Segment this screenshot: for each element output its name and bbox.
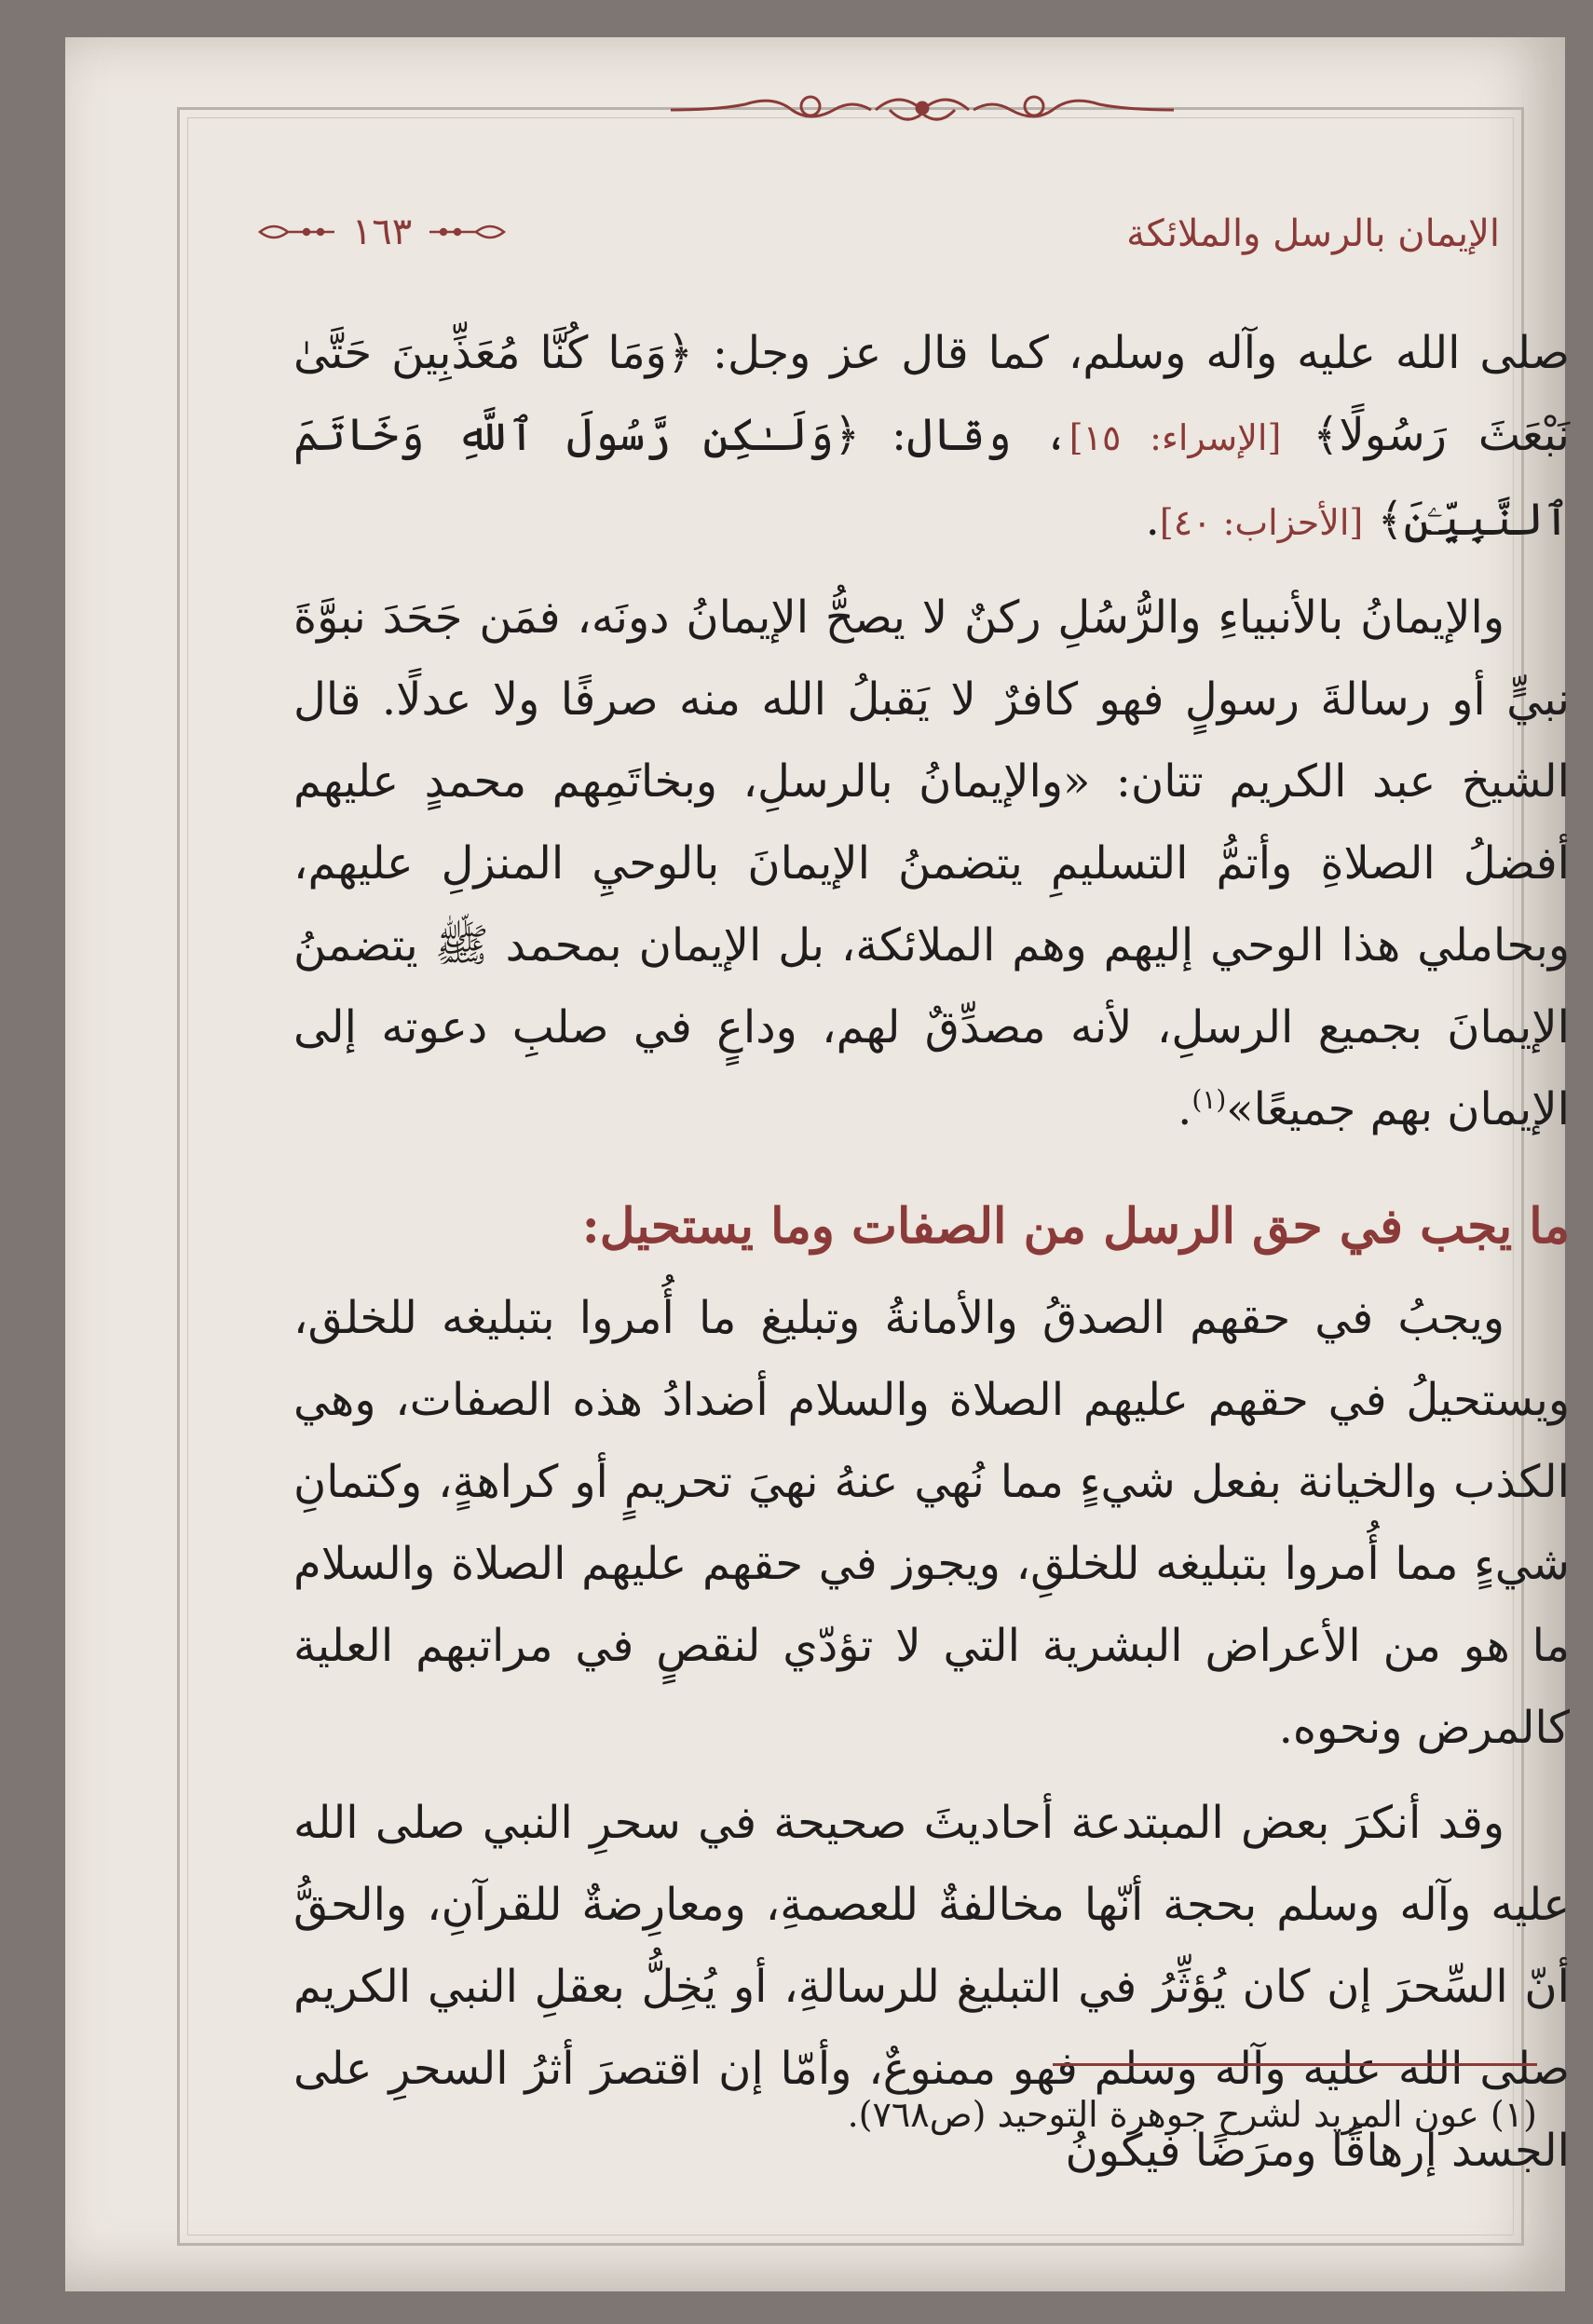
verse-reference: [الإسراء: ١٥] <box>1069 417 1282 458</box>
footnote-divider <box>1053 2063 1537 2066</box>
floral-ornament-icon <box>661 86 1183 134</box>
text-run: . <box>1178 1083 1192 1135</box>
flourish-left-icon <box>425 221 509 243</box>
paragraph: ويجبُ في حقهم الصدقُ والأمانةُ وتبليغ ما أُمروا بتبليغه للخلق، ويستحيلُ في حقهم عليهم الصلاة والسلام أضدادُ هذه الصفات، وهي الكذب والخيانة بفعل شيءٍ مما نُهي عنهُ نهيَ تحريمٍ أو كراهةٍ، وكتمانِ شيءٍ مما أُمروا بتبليغه للخلقِ، ويجوز في حقهم عليهم الصلاة والسلام ما هو من الأعراض البشرية التي لا تؤدّي لنقصٍ في مراتبهم العلية كالمرض ونحوه. <box>293 1292 1570 1754</box>
section-heading: ما يجب في حق الرسل من الصفات وما يستحيل: <box>581 1198 1570 1255</box>
quran-verse: ﴿وَمَا كُنَّا مُعَذِّبِينَ حَتَّىٰ نَبْعَثَ رَسُولًا﴾ <box>293 327 1571 461</box>
page-header <box>205 196 1500 270</box>
footnote-marker: (١) <box>1191 1084 1227 1115</box>
text-run: والإيمانُ بالأنبياءِ والرُّسُلِ ركنٌ لا يصحُّ الإيمانُ دونَه، فمَن جَحَدَ نبوَّةَ نبيٍّ أو رسالةَ رسولٍ فهو كافرٌ لا يَقبلُ الله منه صرفًا ولا عدلًا. قال الشيخ عبد الكريم تتان: «والإيمانُ بالرسلِ، وبخاتَمِهم محمدٍ عليهم أفضلُ الصلاةِ وأتمُّ التسليمِ يتضمنُ الإيمانَ بالوحيِ المنزلِ عليهم، وبحاملي هذا الوحي إليهم وهم الملائكة، بل الإيمان بمحمد ﷺ يتضمنُ الإيمانَ بجميع الرسلِ، لأنه مصدِّقٌ لهم، وداعٍ في صلبِ دعوته إلى الإيمان بهم جميعًا» <box>293 591 1570 1135</box>
text-run: . <box>1145 494 1160 546</box>
paragraph-continuation <box>293 312 1570 564</box>
verse-reference: [الأحزاب: ٤٠] <box>1159 502 1364 543</box>
text-run: صلى الله عليه وآله وسلم، كما قال عز وجل: <box>692 327 1570 379</box>
flourish-right-icon <box>255 221 339 243</box>
quran-verse: ﴿وَلَـٰكِن رَّسُولَ ٱللَّهِ وَخَاتَمَ ٱلنَّبِيِّـۧنَ﴾ <box>293 409 1570 546</box>
page-number-block <box>233 209 531 255</box>
book-page <box>65 37 1571 2291</box>
running-title: الإيمان بالرسل والملائكة <box>1126 212 1500 255</box>
paragraph <box>293 577 1570 1150</box>
main-text <box>293 312 1570 2192</box>
footnote: (١) عون المريد لشرح جوهرة التوحيد (ص٧٦٨). <box>847 2094 1537 2135</box>
page-number: ١٦٣ <box>351 211 413 253</box>
paragraph: وقد أنكرَ بعض المبتدعة أحاديثَ صحيحة في سحرِ النبي صلى الله عليه وآله وسلم بحجة أنّها مخالفةٌ للعصمةِ، ومعارِضةٌ للقرآنِ، والحقُّ أنّ السِّحرَ إن كان يُؤثِّرُ في التبليغ للرسالةِ، أو يُخِلُّ بعقلِ النبي الكريم صلى الله عليه وآله وسلم فهو ممنوعٌ، وأمّا إن اقتصرَ أثرُ السحرِ على الجسد إرهاقًا ومرَضًا فيكونُ <box>293 1797 1570 2177</box>
text-run: ، وقال: <box>860 409 1069 461</box>
